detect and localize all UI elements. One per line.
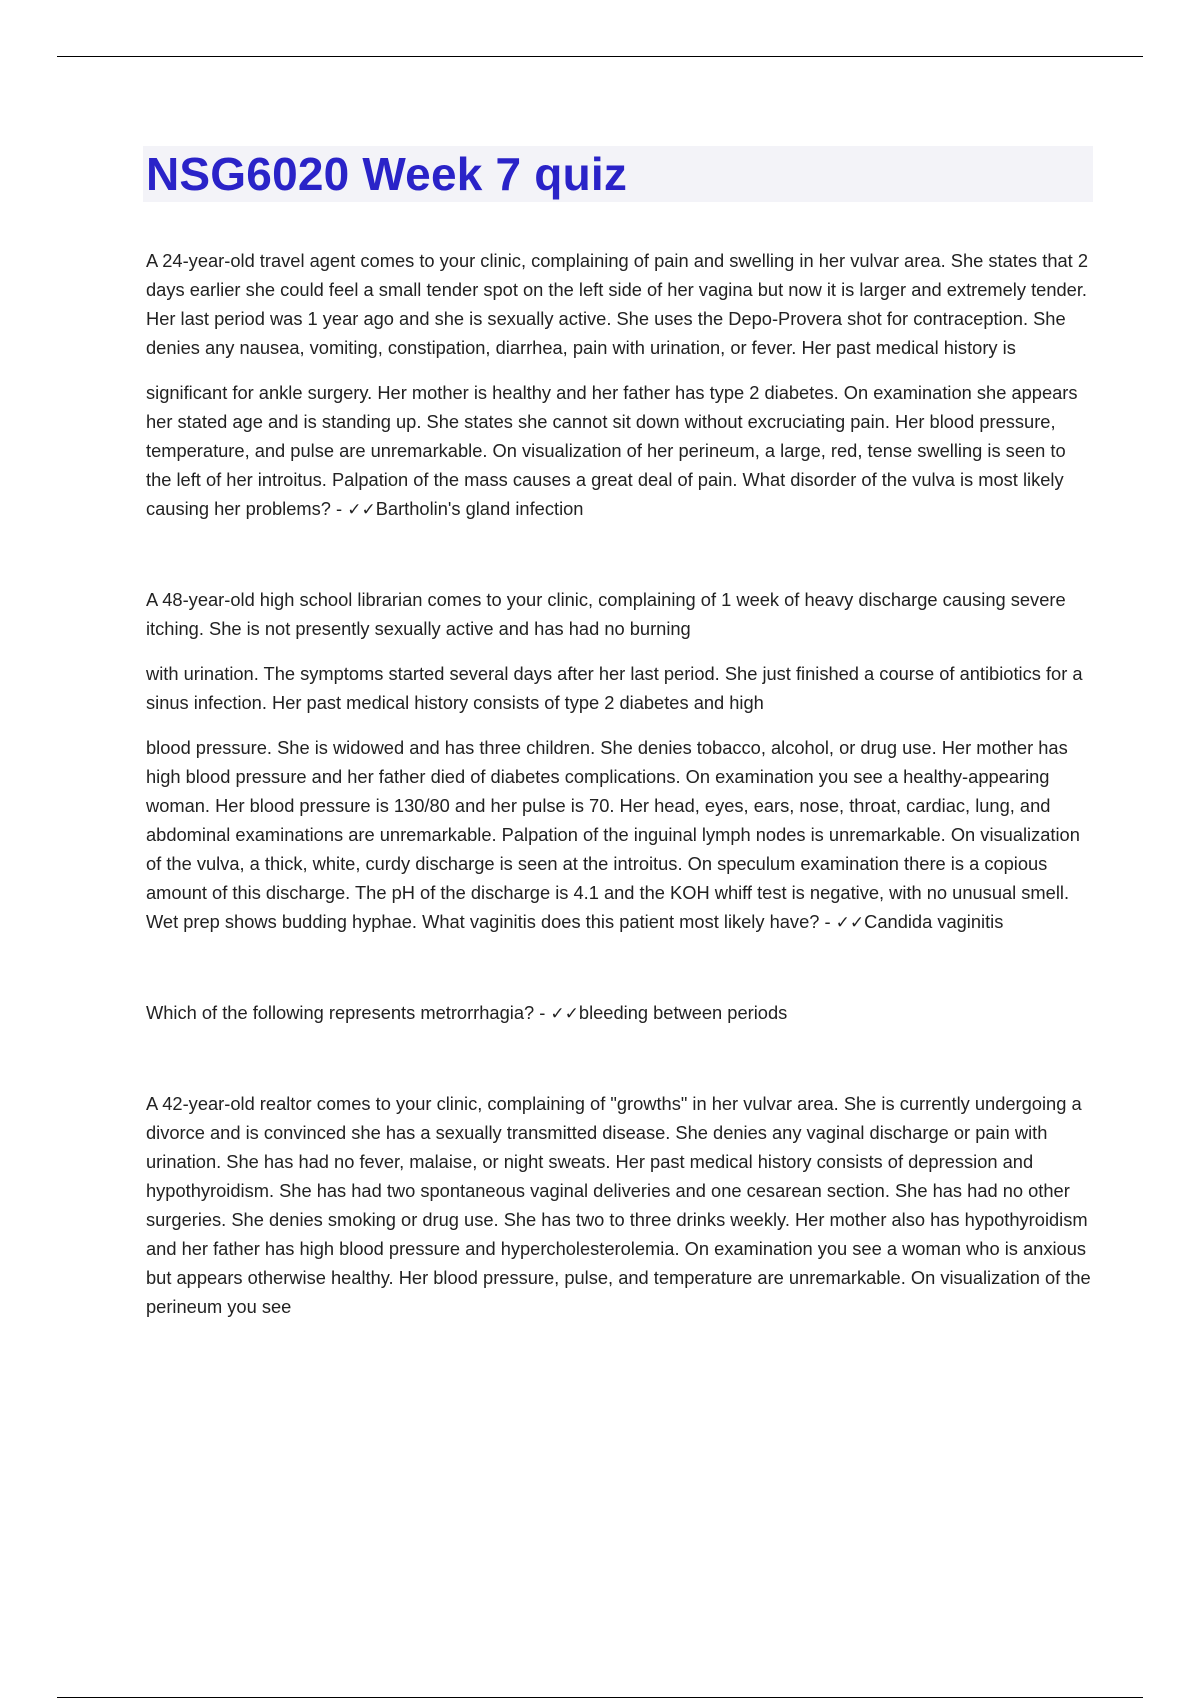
bottom-rule	[57, 1697, 1143, 1698]
document-title: NSG6020 Week 7 quiz	[146, 148, 628, 200]
question-2-answer: Candida vaginitis	[864, 911, 1004, 932]
top-rule	[57, 56, 1143, 57]
checkmark-icon: ✓✓	[550, 1004, 579, 1024]
question-3-answer: bleeding between periods	[578, 1002, 788, 1023]
document-body	[146, 246, 1096, 1337]
question-4-part-1: A 42-year-old realtor comes to your clinic, complaining of "growths" in her vulvar area. She is currently undergoing a divorce and is convinced she has a sexually transmitted disease. She denies any vaginal discharge or pain with urination. She has had no fever, malaise, or night sweats. Her past medical history consists of depression and hypothyroidism. She has had two spontaneous vaginal deliveries and one cesarean section. She has had no other surgeries. She denies smoking or drug use. She has two to three drinks weekly. Her mother also has hypothyroidism and her father has high blood pressure and hypercholesterolemia. On examination you see a woman who is anxious but appears otherwise healthy. Her blood pressure, pulse, and temperature are unremarkable. On visualization of the perineum you see	[146, 1093, 1091, 1317]
question-2-text: blood pressure. She is widowed and has three children. She denies tobacco, alcohol, or drug use. Her mother has high blood pressure and her father died of diabetes complications. On examination you see a healthy-appearing woman. Her blood pressure is 130/80 and her pulse is 70. Her head, eyes, ears, nose, throat, cardiac, lung, and abdominal examinations are unremarkable. Palpation of the inguinal lymph nodes is unremarkable. On visualization of the vulva, a thick, white, curdy discharge is seen at the introitus. On speculum examination there is a copious amount of this discharge. The pH of the discharge is 4.1 and the KOH whiff test is negative, with no unusual smell. Wet prep shows budding hyphae. What vaginitis does this patient most likely have? -	[146, 737, 1080, 932]
question-3-text: Which of the following represents metrorrhagia? -	[146, 1002, 551, 1023]
question-1-text: significant for ankle surgery. Her mother is healthy and her father has type 2 diabetes. On examination she appears her stated age and is standing up. She states she cannot sit down without excruciating pain. Her blood pressure, temperature, and pulse are unremarkable. On visualization of her perineum, a large, red, tense swelling is seen to the left of her introitus. Palpation of the mass causes a great deal of pain. What disorder of the vulva is most likely causing her problems? -	[146, 382, 1078, 519]
checkmark-icon: ✓✓	[835, 913, 865, 933]
question-2-part-3	[146, 733, 1096, 938]
question-2-part-1: A 48-year-old high school librarian comes to your clinic, complaining of 1 week of heavy discharge causing severe itching. She is not presently sexually active and has had no burning	[146, 589, 1066, 639]
question-1-part-1: A 24-year-old travel agent comes to your clinic, complaining of pain and swelling in her vulvar area. She states that 2 days earlier she could feel a small tender spot on the left side of her vagina but now it is larger and extremely tender. Her last period was 1 year ago and she is sexually active. She uses the Depo-Provera shot for contraception. She denies any nausea, vomiting, constipation, diarrhea, pain with urination, or fever. Her past medical history is	[146, 250, 1088, 358]
question-3	[146, 998, 1096, 1029]
question-1-answer: Bartholin's gland infection	[375, 498, 584, 519]
checkmark-icon: ✓✓	[347, 500, 376, 520]
question-1-part-2	[146, 378, 1096, 525]
question-2-part-2: with urination. The symptoms started several days after her last period. She just finished a course of antibiotics for a sinus infection. Her past medical history consists of type 2 diabetes and high	[146, 663, 1083, 713]
